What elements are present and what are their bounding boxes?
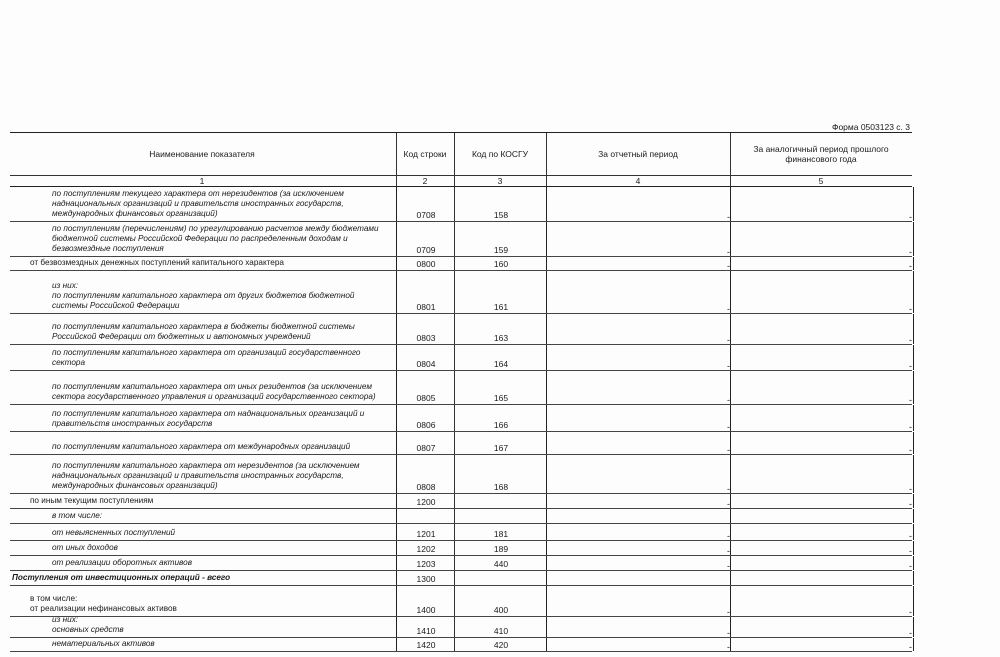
previous-period-cell <box>730 371 914 404</box>
previous-period-cell <box>730 494 914 508</box>
current-period-value: - <box>727 642 730 652</box>
row-kosgu-value: 158 <box>493 210 509 220</box>
row-code-value: 0800 <box>416 259 436 269</box>
row-code-cell <box>396 432 455 454</box>
current-period-value: - <box>727 304 730 314</box>
table-row <box>10 638 912 652</box>
row-code-value: 1410 <box>416 626 436 636</box>
previous-period-value: - <box>909 395 912 405</box>
row-code-value: 1202 <box>416 544 436 554</box>
current-period-value: - <box>727 445 730 455</box>
row-code-cell <box>396 524 455 540</box>
previous-period-cell <box>730 405 914 431</box>
table-row <box>10 371 912 405</box>
table-row <box>10 432 912 455</box>
current-period-value: - <box>727 361 730 371</box>
row-code-cell <box>396 405 455 431</box>
row-kosgu-cell <box>454 586 547 616</box>
row-name: нематериальных активов <box>52 639 155 648</box>
table-row <box>10 524 912 541</box>
col-num-4: 4 <box>635 176 641 186</box>
row-kosgu-value: 410 <box>493 626 509 636</box>
row-code-value: 1201 <box>416 529 436 539</box>
previous-period-value: - <box>909 212 912 222</box>
header-code: Код строки <box>403 149 447 159</box>
previous-period-cell <box>730 222 914 256</box>
table-row <box>10 314 912 345</box>
header-name: Наименование показателя <box>149 149 255 159</box>
previous-period-value: - <box>909 642 912 652</box>
row-name: из них: основных средств <box>52 615 124 634</box>
row-name: по иным текущим поступлениям <box>30 496 154 505</box>
row-code-cell <box>396 571 455 585</box>
row-kosgu-value: 168 <box>493 482 509 492</box>
previous-period-cell <box>730 571 914 585</box>
row-kosgu-cell <box>454 494 547 508</box>
current-period-value: - <box>727 561 730 571</box>
previous-period-value: - <box>909 607 912 617</box>
current-period-value: - <box>727 484 730 494</box>
current-period-cell <box>546 257 731 270</box>
previous-period-value: - <box>909 445 912 455</box>
previous-period-cell <box>730 345 914 370</box>
header-kosgu: Код по КОСГУ <box>471 149 529 159</box>
table-header <box>10 132 912 175</box>
row-kosgu-cell <box>454 371 547 404</box>
previous-period-value: - <box>909 361 912 371</box>
row-name: из них: по поступлениям капитального характера от других бюджетов бюджетной системы Российской Федерации <box>52 281 355 310</box>
previous-period-cell <box>730 187 914 221</box>
row-code-value: 1200 <box>416 497 436 507</box>
table-row <box>10 494 912 509</box>
current-period-cell <box>546 638 731 651</box>
row-code-cell <box>396 556 455 570</box>
previous-period-cell <box>730 257 914 270</box>
row-code-value: 0804 <box>416 359 436 369</box>
current-period-cell <box>546 187 731 221</box>
row-kosgu-cell <box>454 524 547 540</box>
previous-period-cell <box>730 455 914 493</box>
row-kosgu-cell <box>454 556 547 570</box>
current-period-value: - <box>727 546 730 556</box>
previous-period-cell <box>730 432 914 454</box>
row-kosgu-value: 163 <box>493 333 509 343</box>
current-period-cell <box>546 494 731 508</box>
row-kosgu-value: 400 <box>493 605 509 615</box>
col-num-5: 5 <box>818 176 824 186</box>
previous-period-value: - <box>909 261 912 271</box>
header-previous-period: За аналогичный период прошлого финансового года <box>753 144 889 164</box>
row-code-value: 0808 <box>416 482 436 492</box>
row-kosgu-cell <box>454 509 547 523</box>
row-kosgu-value: 165 <box>493 393 509 403</box>
row-name: по поступлениям капитального характера от международных организаций <box>52 442 351 451</box>
row-code-value: 0805 <box>416 393 436 403</box>
current-period-cell <box>546 371 731 404</box>
current-period-cell <box>546 541 731 555</box>
col-num-2: 2 <box>422 176 428 186</box>
current-period-cell <box>546 271 731 313</box>
row-code-cell <box>396 541 455 555</box>
row-kosgu-cell <box>454 314 547 344</box>
previous-period-cell <box>730 509 914 523</box>
row-code-cell <box>396 257 455 270</box>
previous-period-cell <box>730 314 914 344</box>
row-code-value: 0803 <box>416 333 436 343</box>
current-period-cell <box>546 455 731 493</box>
previous-period-value: - <box>909 335 912 345</box>
previous-period-cell <box>730 586 914 616</box>
current-period-cell <box>546 617 731 637</box>
current-period-cell <box>546 405 731 431</box>
previous-period-value: - <box>909 247 912 257</box>
current-period-cell <box>546 432 731 454</box>
row-kosgu-value: 160 <box>493 259 509 269</box>
row-kosgu-value: 166 <box>493 420 509 430</box>
row-name: в том числе: от реализации нефинансовых активов <box>30 594 177 613</box>
current-period-value: - <box>727 499 730 509</box>
row-code-cell <box>396 509 455 523</box>
current-period-value: - <box>727 607 730 617</box>
current-period-cell <box>546 345 731 370</box>
row-code-cell <box>396 187 455 221</box>
table-row <box>10 556 912 571</box>
table-row <box>10 222 912 257</box>
table-row <box>10 271 912 314</box>
current-period-value: - <box>727 261 730 271</box>
current-period-value: - <box>727 422 730 432</box>
row-kosgu-value: 159 <box>493 245 509 255</box>
row-name: по поступлениям капитального характера от организаций государственного сектора <box>52 348 361 367</box>
previous-period-value: - <box>909 484 912 494</box>
current-period-cell <box>546 586 731 616</box>
row-name: в том числе: <box>52 511 103 520</box>
table-row <box>10 187 912 222</box>
current-period-value: - <box>727 247 730 257</box>
row-code-cell <box>396 371 455 404</box>
row-code-value: 0807 <box>416 443 436 453</box>
table-row <box>10 509 912 524</box>
current-period-value: - <box>727 335 730 345</box>
row-kosgu-cell <box>454 222 547 256</box>
current-period-value: - <box>727 531 730 541</box>
table-row <box>10 571 912 586</box>
previous-period-value: - <box>909 561 912 571</box>
previous-period-value: - <box>909 546 912 556</box>
table-row <box>10 257 912 271</box>
previous-period-cell <box>730 617 914 637</box>
previous-period-value: - <box>909 628 912 638</box>
row-code-cell <box>396 617 455 637</box>
row-code-value: 0708 <box>416 210 436 220</box>
row-code-value: 0806 <box>416 420 436 430</box>
current-period-cell <box>546 571 731 585</box>
row-name: по поступлениям текущего характера от нерезидентов (за исключением наднациональных организаций и правительств иностранных государств, международных финансовых организаций) <box>52 189 344 218</box>
row-code-value: 0709 <box>416 245 436 255</box>
previous-period-cell <box>730 556 914 570</box>
previous-period-cell <box>730 541 914 555</box>
current-period-value: - <box>727 628 730 638</box>
row-code-value: 1420 <box>416 640 436 650</box>
row-code-value: 1300 <box>416 574 436 584</box>
row-kosgu-value: 161 <box>493 302 509 312</box>
table-row <box>10 455 912 494</box>
row-kosgu-value: 181 <box>493 529 509 539</box>
row-code-value: 1203 <box>416 559 436 569</box>
row-code-cell <box>396 345 455 370</box>
previous-period-cell <box>730 271 914 313</box>
row-kosgu-cell <box>454 432 547 454</box>
row-name: от реализации оборотных активов <box>52 558 192 567</box>
table-row <box>10 405 912 432</box>
current-period-cell <box>546 556 731 570</box>
row-kosgu-value: 167 <box>493 443 509 453</box>
row-kosgu-value: 440 <box>493 559 509 569</box>
row-name: по поступлениям капитального характера от иных резидентов (за исключением сектора государственного управления и организаций государственного сектора) <box>52 382 376 401</box>
row-name: по поступлениям капитального характера в бюджеты бюджетной системы Российской Федерации от бюджетных и автономных учреждений <box>52 322 355 341</box>
row-kosgu-cell <box>454 617 547 637</box>
row-kosgu-cell <box>454 405 547 431</box>
current-period-cell <box>546 222 731 256</box>
table-body <box>10 187 912 652</box>
row-code-value: 1400 <box>416 605 436 615</box>
current-period-value: - <box>727 212 730 222</box>
row-name: Поступления от инвестиционных операций - всего <box>12 573 231 582</box>
row-kosgu-cell <box>454 257 547 270</box>
previous-period-value: - <box>909 304 912 314</box>
row-code-cell <box>396 222 455 256</box>
table-row <box>10 541 912 556</box>
row-kosgu-cell <box>454 541 547 555</box>
row-kosgu-value: 189 <box>493 544 509 554</box>
previous-period-cell <box>730 638 914 651</box>
row-kosgu-cell <box>454 455 547 493</box>
row-kosgu-value: 420 <box>493 640 509 650</box>
row-code-value: 0801 <box>416 302 436 312</box>
table-row <box>10 345 912 371</box>
row-name: по поступлениям (перечислениям) по урегулированию расчетов между бюджетами бюджетной системы Российской Федерации по распределенным доходам и безвозмездные поступления <box>52 224 379 253</box>
row-name: по поступлениям капитального характера от наднациональных организаций и правительств иностранных государств <box>52 409 365 428</box>
previous-period-cell <box>730 524 914 540</box>
row-kosgu-cell <box>454 187 547 221</box>
row-name: от иных доходов <box>52 543 118 552</box>
row-name: от безвозмездных денежных поступлений капитального характера <box>30 258 284 267</box>
row-kosgu-cell <box>454 638 547 651</box>
col-num-1: 1 <box>199 176 205 186</box>
previous-period-value: - <box>909 422 912 432</box>
row-kosgu-value: 164 <box>493 359 509 369</box>
table-row <box>10 617 912 638</box>
column-numbers-row <box>10 175 912 187</box>
current-period-cell <box>546 509 731 523</box>
header-current-period: За отчетный период <box>598 149 678 159</box>
table-row <box>10 586 912 617</box>
previous-period-value: - <box>909 499 912 509</box>
col-num-3: 3 <box>497 176 503 186</box>
row-kosgu-cell <box>454 345 547 370</box>
row-code-cell <box>396 271 455 313</box>
report-table <box>10 132 912 652</box>
row-code-cell <box>396 455 455 493</box>
row-name: от невыясненных поступлений <box>52 528 176 537</box>
form-label: Форма 0503123 с. 3 <box>831 122 910 132</box>
current-period-cell <box>546 524 731 540</box>
row-code-cell <box>396 638 455 651</box>
previous-period-value: - <box>909 531 912 541</box>
row-name: по поступлениям капитального характера от нерезидентов (за исключением наднациональных организаций и правительств иностранных государств, международных финансовых организаций) <box>52 461 360 490</box>
row-code-cell <box>396 314 455 344</box>
row-kosgu-cell <box>454 571 547 585</box>
current-period-value: - <box>727 395 730 405</box>
current-period-cell <box>546 314 731 344</box>
row-code-cell <box>396 586 455 616</box>
row-kosgu-cell <box>454 271 547 313</box>
row-code-cell <box>396 494 455 508</box>
